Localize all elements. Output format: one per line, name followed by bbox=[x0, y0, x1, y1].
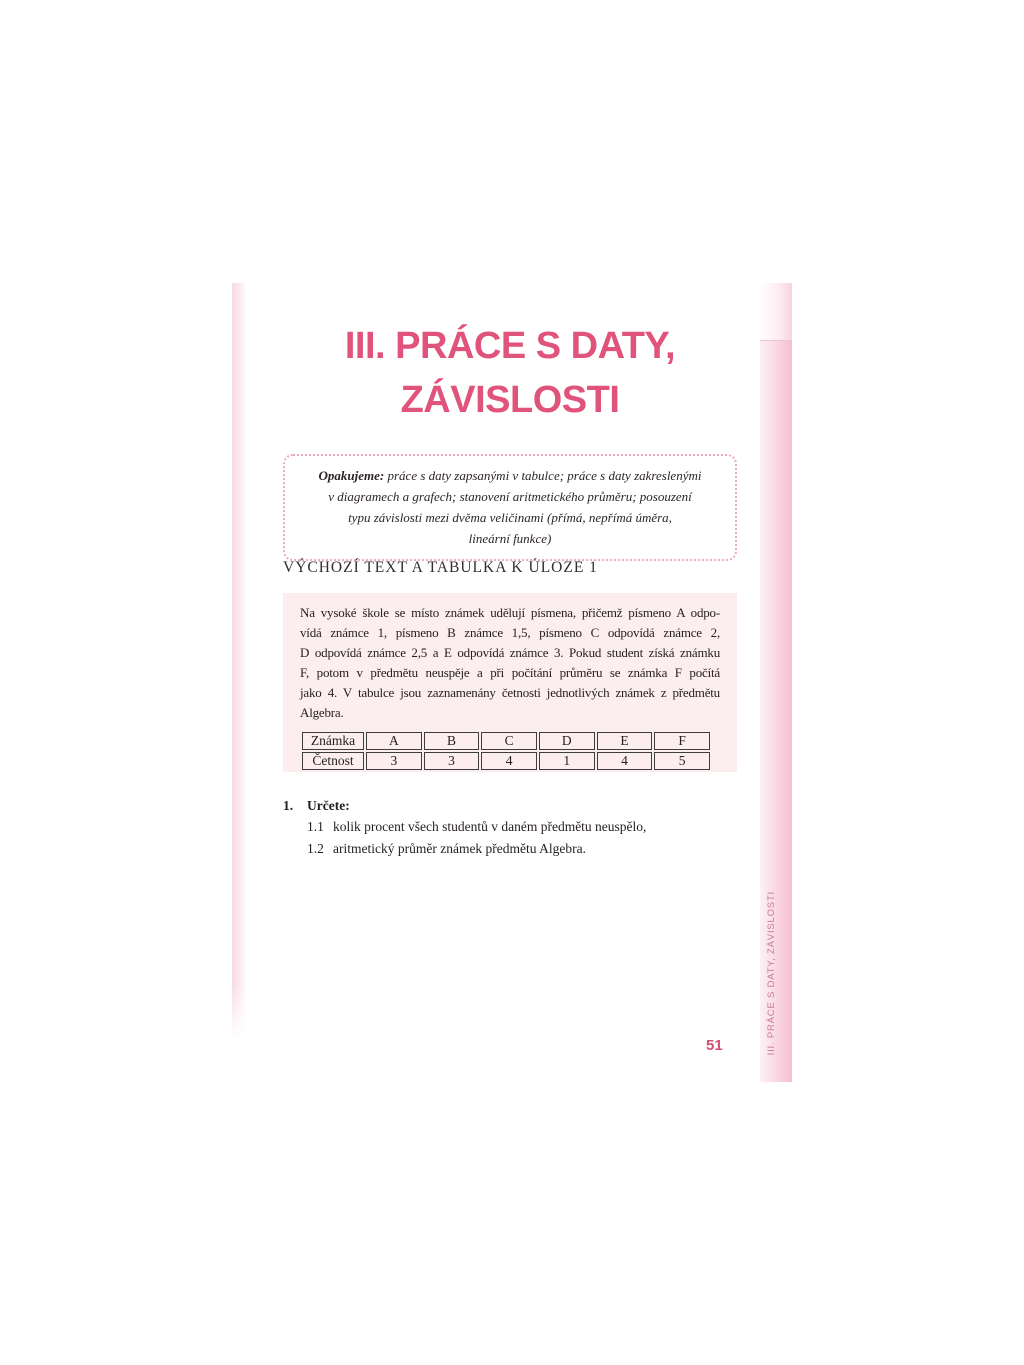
chapter-title-line1: III. PRÁCE S DATY, bbox=[344, 325, 676, 367]
table-cell: Známka bbox=[302, 732, 364, 750]
task-item-number: 1.1 bbox=[307, 819, 324, 834]
task-item-text: kolik procent všech studentů v daném předmětu neuspělo, bbox=[333, 819, 647, 834]
table-cell: D bbox=[539, 732, 595, 750]
tasks-section bbox=[283, 795, 737, 860]
task-item-indent bbox=[283, 816, 307, 838]
review-label: Opakujeme: bbox=[318, 468, 385, 483]
section-heading: VÝCHOZÍ TEXT A TABULKA K ÚLOZE 1 bbox=[283, 559, 598, 576]
page-number: 51 bbox=[706, 1037, 723, 1054]
table-cell: B bbox=[424, 732, 480, 750]
table-cell: C bbox=[481, 732, 537, 750]
task-number: 1. bbox=[283, 798, 294, 813]
table-cell: 4 bbox=[597, 752, 653, 770]
frequency-table bbox=[300, 730, 712, 772]
table-cell: 3 bbox=[424, 752, 480, 770]
review-line1-rest: práce s daty zapsanými v tabulce; práce s daty zakreslenými bbox=[384, 468, 702, 483]
paragraph-line: Algebra. bbox=[300, 705, 344, 720]
table-cell: 3 bbox=[366, 752, 422, 770]
source-text-box bbox=[283, 593, 737, 772]
table-cell: F bbox=[654, 732, 710, 750]
paragraph-line: vídá známce 1, písmeno B známce 1,5, písmeno C odpovídá známce 2, bbox=[300, 625, 720, 640]
table-cell: A bbox=[366, 732, 422, 750]
chapter-tab-bar-top bbox=[760, 283, 792, 341]
review-line1 bbox=[299, 465, 721, 486]
table-cell: 4 bbox=[481, 752, 537, 770]
table-cell: E bbox=[597, 732, 653, 750]
table-cell: 5 bbox=[654, 752, 710, 770]
table-row-cetnost bbox=[302, 752, 710, 770]
chapter-tab-vertical-label: III. PRÁCE S DATY, ZÁVISLOSTI bbox=[766, 890, 777, 1055]
left-binding-gradient-fade bbox=[232, 983, 247, 1045]
task-item bbox=[283, 816, 737, 838]
table-cell: Četnost bbox=[302, 752, 364, 770]
paragraph-line: D odpovídá známce 2,5 a E odpovídá známce 3. Pokud student získá známku bbox=[300, 645, 720, 660]
review-line3: typu závislosti mezi dvěma veličinami (přímá, nepřímá úměra, bbox=[348, 510, 672, 525]
book-page bbox=[232, 283, 792, 1082]
task-label: Určete: bbox=[307, 798, 350, 813]
paragraph-line: Na vysoké škole se místo známek udělují písmena, přičemž písmeno A odpo- bbox=[300, 605, 720, 620]
task-item-number: 1.2 bbox=[307, 841, 324, 856]
task-item-indent bbox=[283, 838, 307, 860]
table-row-znamka bbox=[302, 732, 710, 750]
chapter-title bbox=[283, 319, 737, 427]
paragraph-line: F, potom v předmětu neuspěje a při počítání průměru se známka F počítá bbox=[300, 665, 720, 680]
task-item bbox=[283, 838, 737, 860]
review-box bbox=[283, 454, 737, 561]
table-cell: 1 bbox=[539, 752, 595, 770]
review-line2: v diagramech a grafech; stanovení aritmetického průměru; posouzení bbox=[328, 489, 692, 504]
left-binding-gradient bbox=[232, 283, 247, 1045]
paragraph-line: jako 4. V tabulce jsou zaznamenány četnosti jednotlivých známek z předmětu bbox=[300, 685, 720, 700]
review-line4: lineární funkce) bbox=[468, 531, 552, 546]
task-item-text: aritmetický průměr známek předmětu Algebra. bbox=[333, 841, 587, 856]
task-heading bbox=[283, 795, 737, 816]
chapter-title-line2: ZÁVISLOSTI bbox=[400, 379, 620, 421]
